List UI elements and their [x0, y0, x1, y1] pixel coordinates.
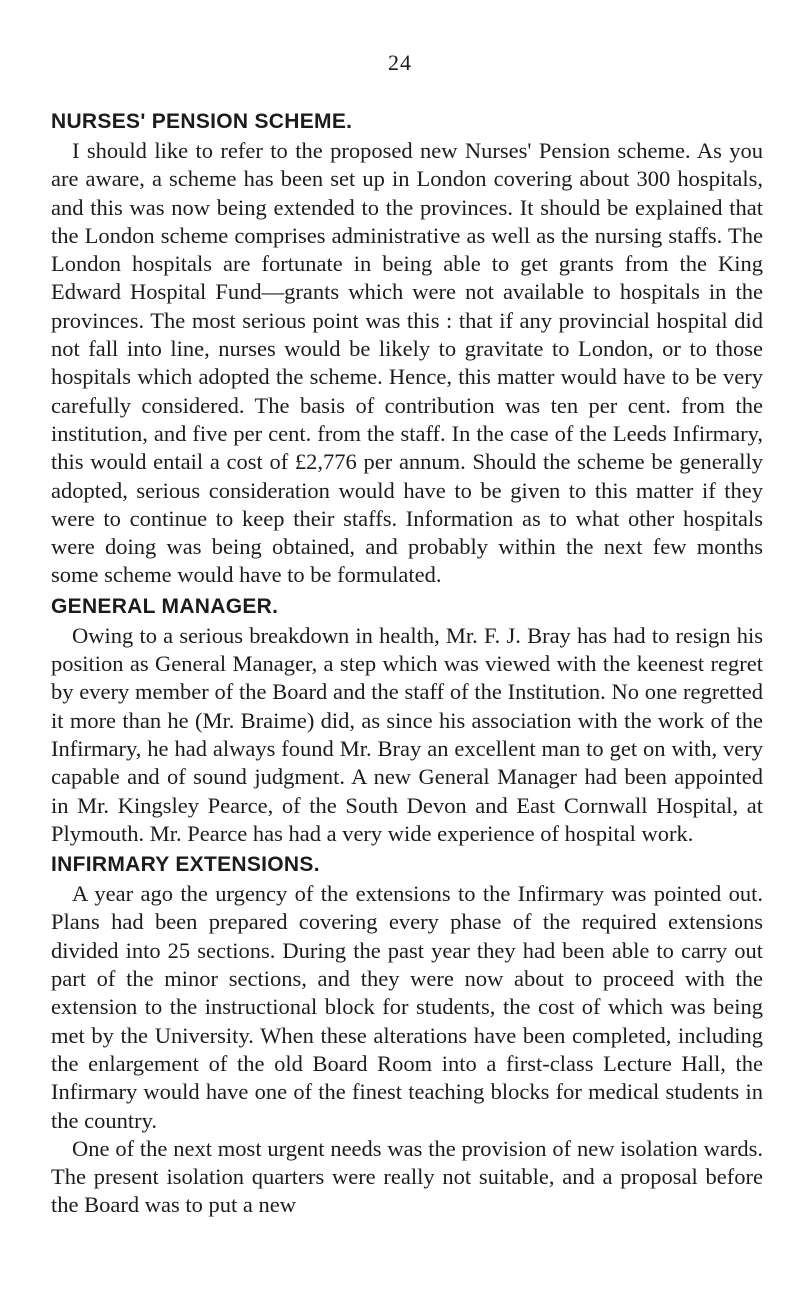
section-heading: GENERAL MANAGER. — [51, 594, 279, 618]
paragraph: I should like to refer to the proposed new Nurses' Pension scheme. As you are aware, a scheme has been set up in London covering about 300 hospitals, and this was now being extended to the provinces. It should be explained that the London scheme comprises administrative as well as the nursing staffs. The London hospitals are fortunate in being able to get grants from the King Edward Hospital Fund—grants which were not available to hospitals in the provinces. The most serious point was this : that if any provincial hospital did not fall into line, nurses would be likely to gravitate to London, or to those hospitals which adopted the scheme. Hence, this matter would have to be very carefully considered. The basis of contribution was ten per cent. from the institution, and five per cent. from the staff. In the case of the Leeds Infirmary, this would entail a cost of £2,776 per annum. Should the scheme be generally adopted, serious consideration would have to be given to this matter if they were to continue to keep their staffs. Information as to what other hospitals were doing was being obtained, and probably within the next few months some scheme would have to be formulated. — [51, 138, 763, 588]
section-heading: NURSES' PENSION SCHEME. — [51, 110, 353, 133]
section-general-manager — [51, 592, 763, 848]
section-nurses-pension-scheme — [51, 107, 763, 590]
document-body — [51, 107, 763, 1220]
paragraph: Owing to a serious breakdown in health, Mr. F. J. Bray has had to resign his position as General Manager, a step which was viewed with the keenest regret by every member of the Board and the staff of the Institution. No one regretted it more than he (Mr. Braime) did, as since his association with the work of the Infirmary, he had always found Mr. Bray an excellent man to get on with, very capable and of sound judgment. A new General Manager had been appointed in Mr. Kingsley Pearce, of the South Devon and East Cornwall Hospital, at Plymouth. Mr. Pearce has had a very wide experience of hospital work. — [51, 622, 763, 846]
paragraph: A year ago the urgency of the extensions to the Infirmary was pointed out. Plans had been prepared covering every phase of the required extensions divided into 25 sections. During the past year they had been able to carry out part of the minor sections, and they were now about to proceed with the extension to the instructional block for students, the cost of which was being met by the University. When these alterations have been completed, including the enlargement of the old Board Room into a first-class Lecture Hall, the Infirmary would have one of the finest teaching blocks for medical students in the country. — [51, 881, 763, 1133]
section-heading: INFIRMARY EXTENSIONS. — [51, 853, 320, 877]
paragraph: One of the next most urgent needs was the provision of new isolation wards. The present isolation quarters were really not suitable, and a proposal before the Board was to put a new — [51, 1135, 763, 1218]
section-infirmary-extensions — [51, 850, 763, 1220]
page-number: 24 — [388, 50, 412, 75]
